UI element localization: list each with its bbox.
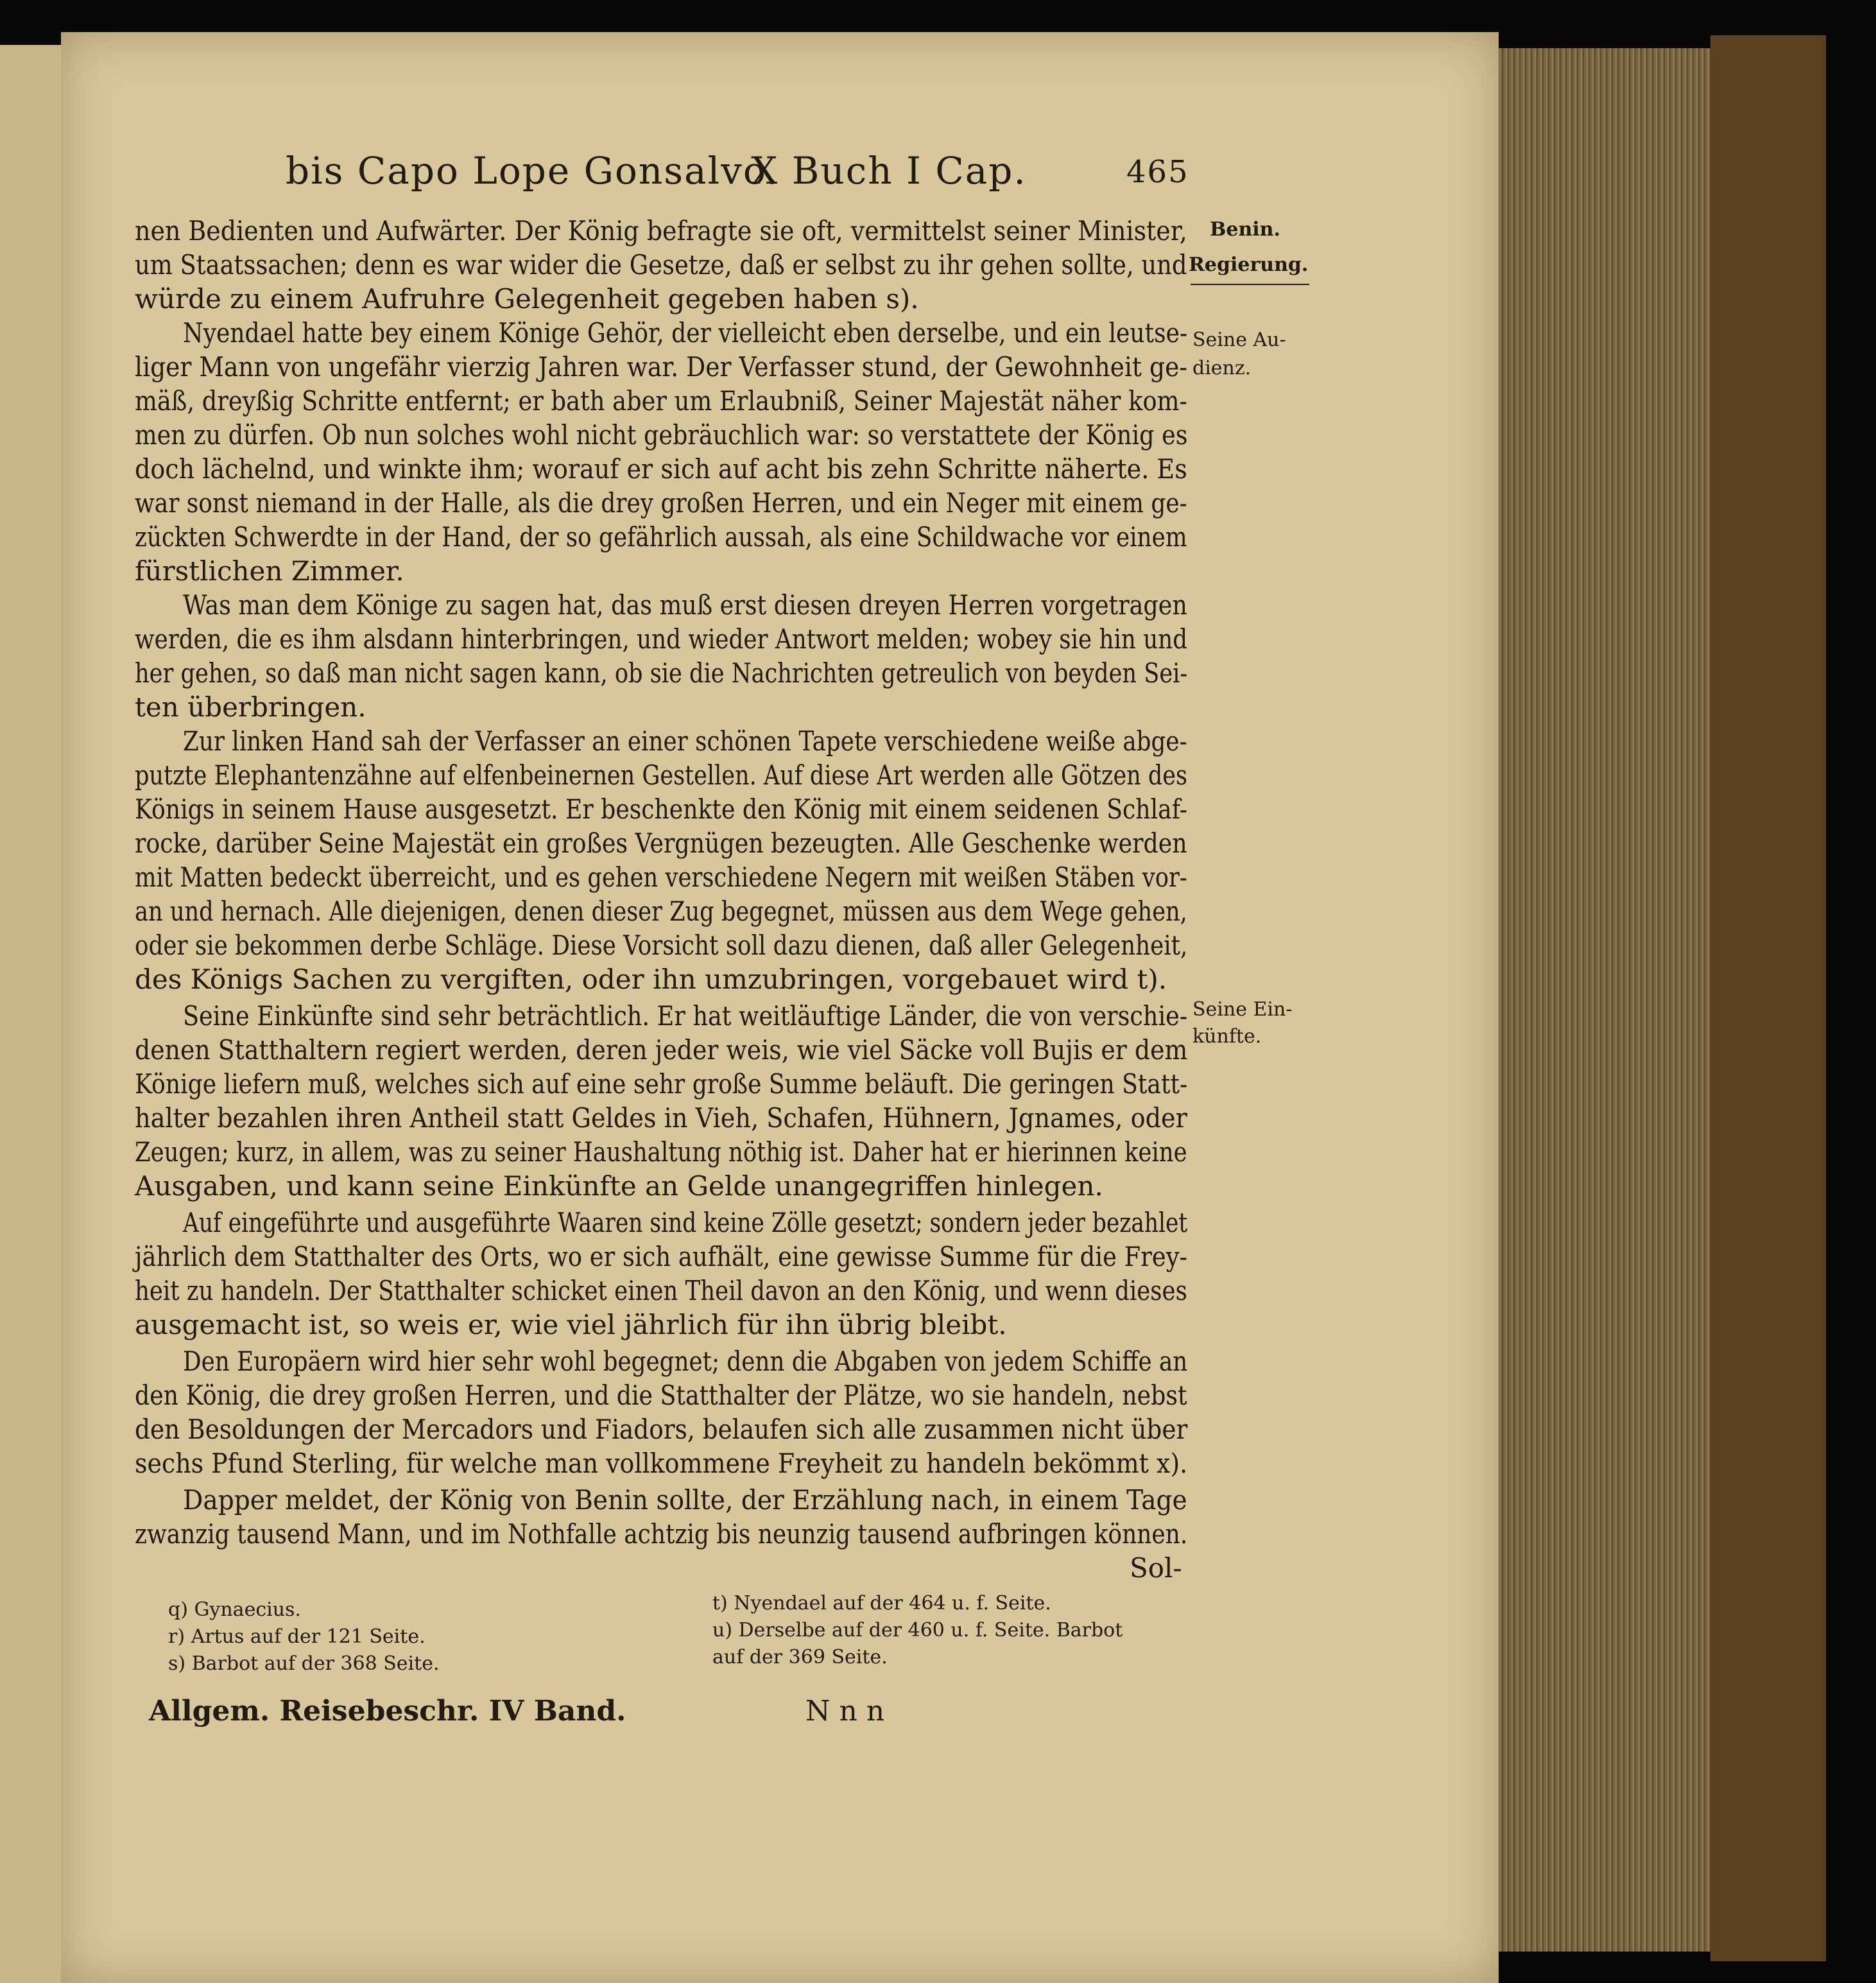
body-line: den König, die drey großen Herren, und die Statthalter der Plätze, wo sie handeln, nebst	[135, 1380, 1187, 1411]
left-page-edge	[0, 45, 61, 1983]
body-line: rocke, darüber Seine Majestät ein großes Vergnügen bezeugten. Alle Geschenke werden	[135, 827, 1187, 859]
footnote-u: u) Derselbe auf der 460 u. f. Seite. Barbot	[712, 1619, 1123, 1641]
book-signature-title: Allgem. Reisebeschr. IV Band.	[149, 1695, 626, 1728]
body-line: zwanzig tausend Mann, und im Nothfalle achtzig bis neunzig tausend aufbringen können.	[135, 1518, 1188, 1550]
body-line: Zur linken Hand sah der Verfasser an einer schönen Tapete verschiedene weiße abge-	[183, 725, 1187, 757]
body-line: halter bezahlen ihren Antheil statt Geldes in Vieh, Schafen, Hühnern, Jgnames, oder	[135, 1102, 1187, 1134]
page-number: 465	[1126, 154, 1189, 190]
body-line: den Besoldungen der Mercadors und Fiadors, belaufen sich alle zusammen nicht über	[135, 1414, 1188, 1445]
body-line: zückten Schwerdte in der Hand, der so gefährlich aussah, als eine Schildwache vor einem	[135, 521, 1187, 553]
body-line: men zu dürfen. Ob nun solches wohl nicht gebräuchlich war: so verstattete der König es	[135, 419, 1188, 451]
body-line: Was man dem Könige zu sagen hat, das muß erst diesen dreyen Herren vorgetragen	[183, 589, 1187, 621]
body-line: sechs Pfund Sterling, für welche man vollkommene Freyheit zu handeln bekömmt x).	[135, 1448, 1188, 1479]
margin-note-audienz: Seine Au-	[1192, 329, 1286, 351]
section-label: X Buch I Cap.	[751, 149, 1027, 193]
page-fore-edge	[1499, 48, 1710, 1952]
margin-note-audienz-cont: dienz.	[1192, 357, 1252, 379]
footnote-r: r) Artus auf der 121 Seite.	[168, 1625, 426, 1648]
margin-note-benin: Benin.	[1210, 218, 1280, 241]
catchword: Sol-	[1130, 1552, 1182, 1584]
body-line: Auf eingeführte und ausgeführte Waaren sind keine Zölle gesetzt; sondern jeder bezahlet	[183, 1207, 1188, 1238]
body-line: Den Europäern wird hier sehr wohl begegnet; denn die Abgaben von jedem Schiffe an	[183, 1346, 1188, 1377]
book-cover-edge	[1710, 35, 1826, 1961]
body-line: Ausgaben, und kann seine Einkünfte an Gelde unangegriffen hinlegen.	[135, 1170, 1103, 1202]
body-line: liger Mann von ungefähr vierzig Jahren war. Der Verfasser stund, der Gewohnheit ge-	[135, 351, 1188, 383]
body-line: her gehen, so daß man nicht sagen kann, ob sie die Nachrichten getreulich von beyden Sei-	[135, 657, 1188, 689]
body-line: putzte Elephantenzähne auf elfenbeinernen Gestellen. Auf diese Art werden alle Götzen des	[135, 759, 1188, 791]
body-line: Dapper meldet, der König von Benin sollte, der Erzählung nach, in einem Tage	[183, 1484, 1187, 1516]
body-line: Zeugen; kurz, in allem, was zu seiner Haushaltung nöthig ist. Daher hat er hierinnen keine	[135, 1136, 1187, 1168]
margin-note-einkuenfte-cont: künfte.	[1192, 1025, 1262, 1048]
margin-note-regierung: Regierung.	[1189, 254, 1309, 276]
body-line: fürstlichen Zimmer.	[135, 555, 404, 587]
body-line: oder sie bekommen derbe Schläge. Diese Vorsicht soll dazu dienen, daß aller Gelegenheit,	[135, 930, 1188, 961]
body-line: mäß, dreyßig Schritte entfernt; er bath aber um Erlaubniß, Seiner Majestät näher kom-	[135, 385, 1187, 417]
footnote-u-cont: auf der 369 Seite.	[712, 1646, 888, 1668]
body-line: Könige liefern muß, welches sich auf eine sehr große Summe beläuft. Die geringen Statt-	[135, 1068, 1188, 1100]
footnote-s: s) Barbot auf der 368 Seite.	[168, 1652, 440, 1675]
body-line: ten überbringen.	[135, 691, 366, 723]
gathering-signature: N n n	[805, 1695, 885, 1728]
body-line: an und hernach. Alle diejenigen, denen dieser Zug begegnet, müssen aus dem Wege gehen,	[135, 896, 1187, 927]
body-line: war sonst niemand in der Halle, als die drey großen Herren, und ein Neger mit einem ge-	[135, 487, 1187, 519]
body-line: jährlich dem Statthalter des Orts, wo er sich aufhält, eine gewisse Summe für die Frey-	[135, 1241, 1188, 1272]
body-line: Königs in seinem Hause ausgesetzt. Er beschenkte den König mit einem seidenen Schlaf-	[135, 793, 1188, 825]
body-line: nen Bedienten und Aufwärter. Der König befragte sie oft, vermittelst seiner Minister,	[135, 215, 1187, 247]
body-line: um Staatssachen; denn es war wider die Gesetze, daß er selbst zu ihr gehen sollte, und	[135, 249, 1187, 281]
body-line: ausgemacht ist, so weis er, wie viel jährlich für ihn übrig bleibt.	[135, 1309, 1007, 1340]
footnote-t: t) Nyendael auf der 464 u. f. Seite.	[712, 1592, 1051, 1615]
body-line: mit Matten bedeckt überreicht, und es gehen verschiedene Negern mit weißen Stäben vor-	[135, 862, 1187, 893]
body-line: heit zu handeln. Der Statthalter schicket einen Theil davon an den König, und wenn dieses	[135, 1275, 1187, 1306]
body-line: doch lächelnd, und winkte ihm; worauf er sich auf acht bis zehn Schritte näherte. Es	[135, 453, 1187, 485]
body-line: Nyendael hatte bey einem Könige Gehör, der vielleicht eben derselbe, und ein leutse-	[183, 317, 1188, 349]
body-line: Seine Einkünfte sind sehr beträchtlich. Er hat weitläuftige Länder, die von verschie-	[183, 1000, 1188, 1032]
footnote-q: q) Gynaecius.	[168, 1598, 301, 1621]
body-line: würde zu einem Aufruhre Gelegenheit gegeben haben s).	[135, 283, 919, 315]
body-line: werden, die es ihm alsdann hinterbringen, und wieder Antwort melden; wobey sie hin und	[135, 623, 1188, 655]
margin-note-einkuenfte: Seine Ein-	[1192, 998, 1293, 1021]
running-title: bis Capo Lope Gonsalvo.	[286, 149, 780, 193]
margin-note-rule	[1191, 284, 1309, 285]
body-line: des Königs Sachen zu vergiften, oder ihn umzubringen, vorgebauet wird t).	[135, 964, 1167, 995]
body-line: denen Statthaltern regiert werden, deren jeder weis, wie viel Säcke voll Bujis er dem	[135, 1034, 1188, 1066]
